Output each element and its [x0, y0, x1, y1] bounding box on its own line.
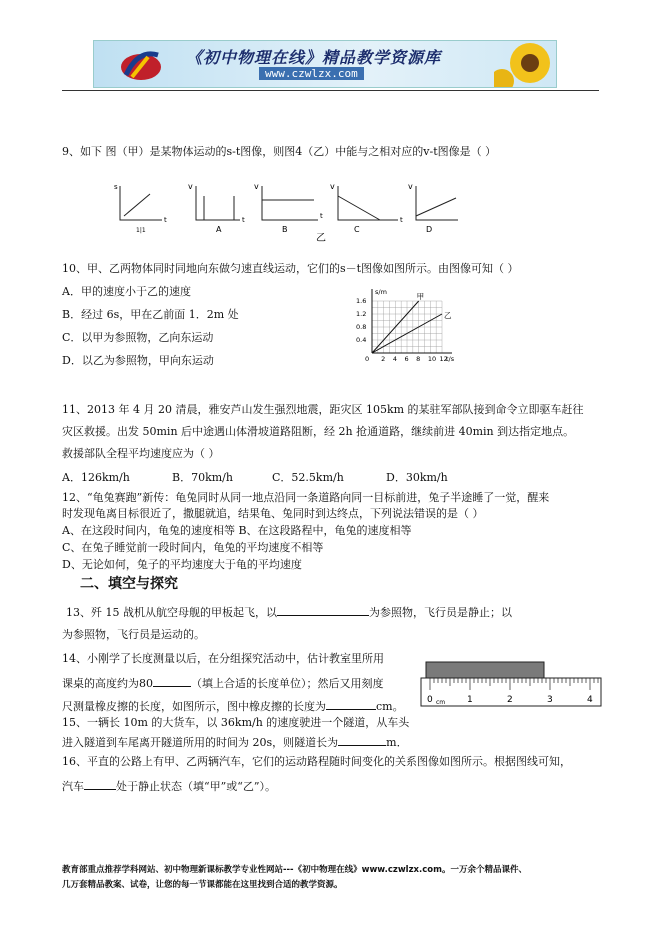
q10-y-tick: 1.2	[356, 310, 367, 318]
q9-text: 9、如下 图（甲）是某物体运动的s-t图像，则图4（乙）中能与之相对应的v-t图像是（ ）	[62, 145, 497, 158]
q9-v-label-d: v	[408, 182, 413, 191]
q14-text-d: cm。	[376, 700, 404, 713]
eraser-shape	[426, 662, 544, 678]
q12-line-2: 时发现龟离目标很近了，撒腿就追，结果龟、兔同时到达终点，下列说法错误的是（ ）	[62, 507, 484, 520]
q10-y-tick: 0.8	[356, 323, 367, 331]
q9-t-label-a: t	[164, 216, 167, 224]
q15-text-b: m．	[386, 736, 408, 749]
q10-x-tick: 8	[416, 355, 421, 363]
q11-line-2: 灾区救援。出发 50min 后中途遇山体滑坡道路阻断，经 2h 抢通道路，继续前进 40min 到达指定地点。	[62, 425, 575, 438]
q11-option-b: B．70km/h	[172, 471, 233, 484]
q10-y-tick: 0.4	[356, 336, 367, 344]
q10-series-label: 甲	[416, 292, 425, 301]
site-logo-icon	[118, 45, 164, 83]
q9-graphs	[110, 180, 460, 242]
q14-text-c: 尺测量橡皮擦的长度，如图所示，图中橡皮擦的长度为	[62, 700, 326, 713]
q10-ylabel: s/m	[375, 288, 387, 296]
ruler-label: 4	[587, 695, 593, 705]
sunflower-icon	[494, 41, 556, 87]
q16-blank[interactable]	[84, 778, 116, 790]
ruler-label: 0	[427, 695, 433, 705]
q9-t-label-c: t	[320, 212, 323, 220]
q15-blank[interactable]	[338, 734, 386, 746]
q13-text-a: 13、歼 15 战机从航空母舰的甲板起飞，以	[66, 606, 277, 619]
q11-line-1: 11、2013 年 4 月 20 清晨，雅安芦山发生强烈地震，距灾区 105km 的某驻军部队接到命令立即驱车赶往	[62, 403, 584, 416]
q13-text-b: 为参照物，飞行员是静止；以	[369, 606, 512, 619]
q13-text-c: 为参照物，飞行员是运动的。	[62, 628, 205, 641]
ruler-label: 3	[547, 695, 553, 705]
ruler-label: 2	[507, 695, 513, 705]
q14-line-2	[62, 675, 384, 691]
q14-text-b: （填上合适的长度单位）；然后又用刻度	[191, 677, 384, 690]
q13-line-1	[66, 604, 512, 620]
q14-line-3	[62, 698, 404, 714]
q9-option-b: B	[282, 225, 288, 234]
q9-t-label-d: t	[400, 216, 403, 224]
q11-option-d: D．30km/h	[386, 471, 448, 484]
banner-url: www.czwlzx.com	[259, 67, 364, 80]
footer-line-1: 教育部重点推荐学科网站、初中物理新课标教学专业性网站---《初中物理在线》www.czwlzx.com。一万余个精品课件、	[62, 865, 527, 875]
q10-x-tick: 4	[392, 355, 397, 363]
q10-x-tick: 0	[365, 355, 370, 363]
q11-line-3: 救援部队全程平均速度应为（ ）	[62, 447, 220, 460]
q14-blank-length[interactable]	[326, 698, 376, 710]
q15-line-1: 15、一辆长 10m 的大货车，以 36km/h 的速度驶进一个隧道，从车头	[62, 716, 410, 729]
ruler-figure	[420, 660, 602, 710]
q9-v-label-c: v	[330, 182, 335, 191]
q16-line-2	[62, 778, 276, 794]
q9-option-a: A	[216, 225, 222, 234]
q10-x-tick: 6	[404, 355, 409, 363]
q13-line-2	[62, 628, 205, 642]
q13-blank-1[interactable]	[277, 604, 369, 616]
footer-line-2: 几万套精品教案、试卷，让您的每一节课都能在这里找到合适的教学资源。	[62, 880, 343, 890]
q14-text-a: 课桌的高度约为80	[62, 677, 153, 690]
q10-xlabel: t/s	[446, 355, 455, 363]
q10-option-c: C．以甲为参照物，乙向东运动	[62, 331, 214, 344]
q16-text-b: 处于静止状态（填“甲”或“乙”）。	[116, 780, 276, 793]
q9-v-label-b: v	[254, 182, 259, 191]
q16-text-a: 汽车	[62, 780, 84, 793]
q10-text: 10、甲、乙两物体同时同地向东做匀速直线运动，它们的s－t图像如图所示。由图像可知（ ）	[62, 262, 519, 275]
q10-st-chart	[350, 285, 465, 365]
q12-option-d: D、无论如何，兔子的平均速度大于龟的平均速度	[62, 558, 302, 571]
q12-option-c: C、在兔子睡觉前一段时间内，龟兔的平均速度不相等	[62, 541, 324, 554]
q10-y-tick: 1.6	[356, 297, 367, 305]
q11-option-c: C．52.5km/h	[272, 471, 344, 484]
q9-frac-label: 1|1	[136, 227, 146, 234]
header-rule	[62, 90, 599, 91]
q10-series-label: 乙	[444, 311, 452, 320]
q10-option-b: B．经过 6s，甲在乙前面 1．2m 处	[62, 308, 239, 321]
q16-line-1: 16、平直的公路上有甲、乙两辆汽车，它们的运动路程随时间变化的关系图像如图所示。根据图线可知，	[62, 755, 571, 768]
q14-blank-unit[interactable]	[153, 675, 191, 687]
q10-x-tick: 10	[427, 355, 437, 363]
q12-line-1: 12、“龟兔赛跑”新传：龟兔同时从同一地点沿同一条道路向同一目标前进，兔子半途睡了一觉，醒来	[62, 491, 550, 504]
q9-option-d: D	[426, 225, 433, 234]
q15-text-a: 进入隧道到车尾离开隧道所用的时间为 20s，则隧道长为	[62, 736, 339, 749]
q10-x-tick: 2	[381, 355, 386, 363]
q9-v-label-a: v	[188, 182, 193, 191]
q15-line-2	[62, 734, 408, 750]
ruler-unit: cm	[436, 699, 446, 706]
q9-option-c: C	[354, 225, 360, 234]
q10-option-a: A．甲的速度小于乙的速度	[62, 285, 191, 298]
header-banner	[93, 40, 557, 88]
q9-s-label: s	[114, 183, 118, 191]
q14-line-1: 14、小刚学了长度测量以后，在分组探究活动中，估计教室里所用	[62, 652, 384, 665]
q9-caption: 乙	[316, 233, 326, 242]
q9-t-label-b: t	[242, 216, 245, 224]
q10-x-tick: 12	[439, 355, 448, 363]
q12-option-ab: A、在这段时间内，龟兔的速度相等 B、在这段路程中，龟兔的速度相等	[62, 524, 412, 537]
q11-option-a: A．126km/h	[62, 471, 130, 484]
banner-title: 《初中物理在线》精品教学资源库	[186, 48, 442, 67]
q10-option-d: D．以乙为参照物，甲向东运动	[62, 354, 214, 367]
ruler-label: 1	[467, 695, 473, 705]
section-title: 二、填空与探究	[80, 576, 178, 592]
